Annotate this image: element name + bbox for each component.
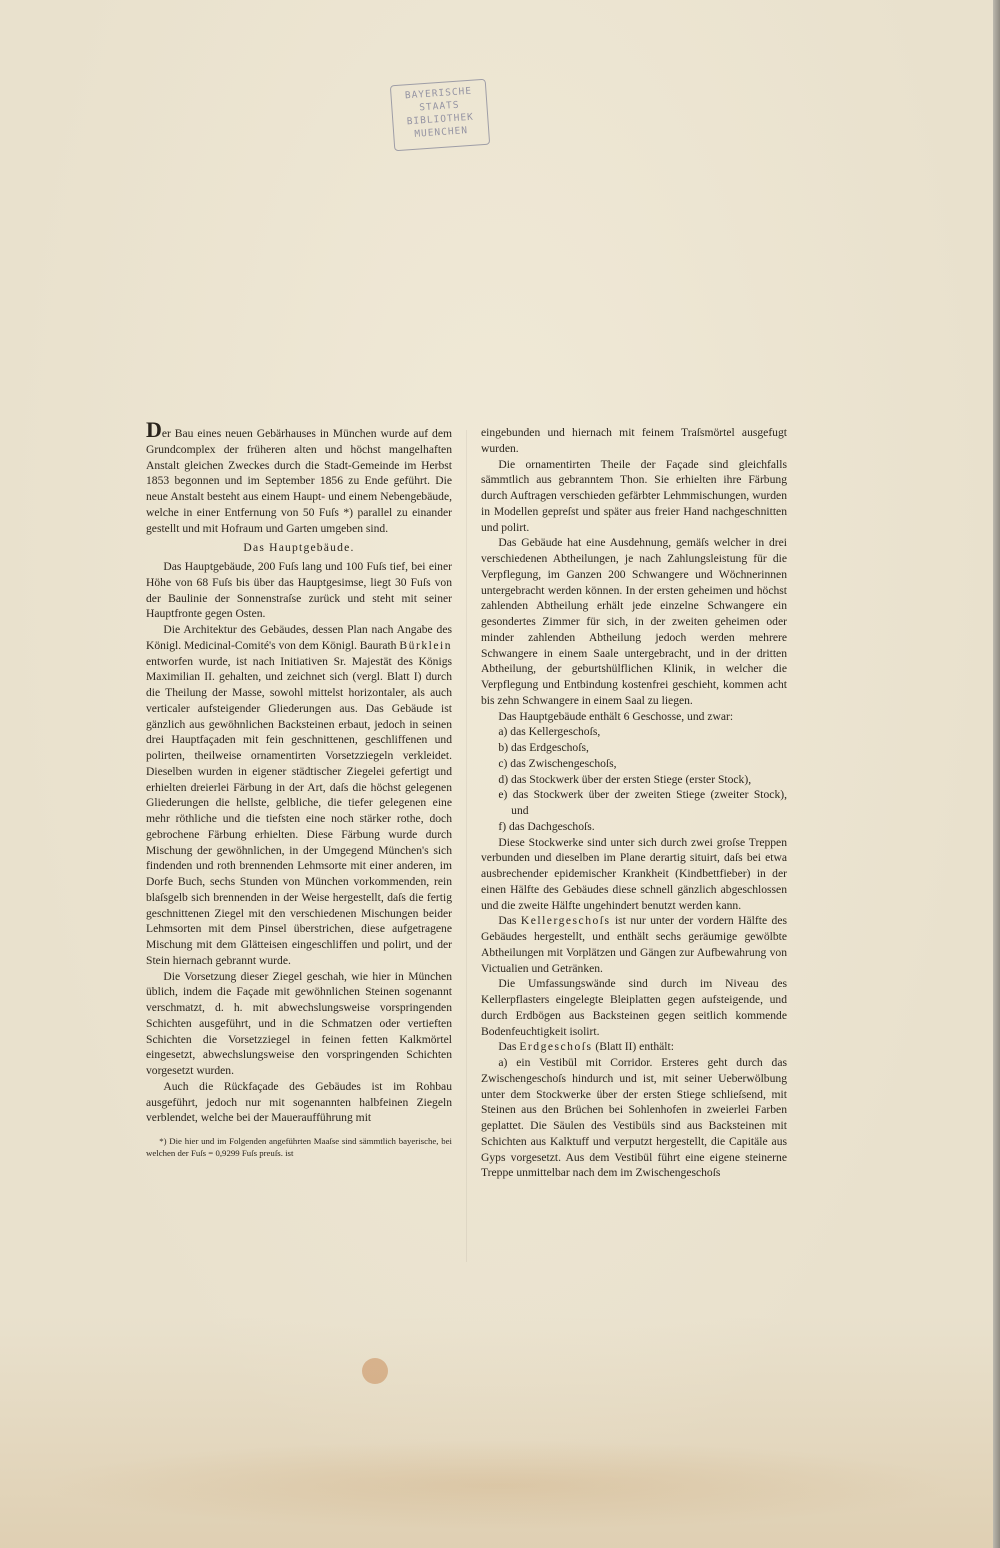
paragraph-text: Das bbox=[498, 914, 521, 928]
term: Kellergeschoſs bbox=[520, 914, 611, 928]
left-column bbox=[146, 417, 452, 1159]
stamp-line: BIBLIOTHEK bbox=[406, 111, 475, 128]
paragraph-text: ist nur unter der vordern Hälfte des Gebäudes hergestellt, und enthält sechs geräumige gewölbte Abtheilungen mit Vorplätzen und Gängen zur Aufbewahrung von Victualien und Getränken. bbox=[481, 914, 787, 975]
section-heading: Das Hauptgebäude. bbox=[243, 541, 355, 555]
architect-name: Bürklein bbox=[399, 638, 452, 652]
column-divider bbox=[466, 430, 467, 1262]
foxing-stain bbox=[40, 1440, 960, 1530]
paragraph bbox=[481, 913, 787, 976]
paragraph bbox=[481, 1039, 787, 1055]
page-edge bbox=[993, 0, 1000, 1548]
paragraph-text: Die Architektur des Gebäudes, dessen Plan nach Angabe des Königl. Medicinal-Comité's von dem Königl. Baurath bbox=[146, 623, 452, 652]
paragraph: Das Gebäude hat eine Ausdehnung, gemäſs welcher in drei verschiedenen Abtheilungen, je nach Zahlungsleistung für die Verpflegung, im Ganzen 200 Schwangere und Wöchnerinnen untergebracht werden können. In der ersten geheimen und höchst zahlenden Abtheilung erhält jede einzelne Schwangere ein gesondertes Zimmer für sich, in der zweiten geheimen oder minder zahlenden Abtheilung jedoch werden mehrere Schwangere in einem Saale untergebracht, und in der dritten Abtheilung, der geburtshülflichen Klinik, in welcher die Verpflegung und Entbindung kostenfrei geschieht, kommen acht bis zehn Schwangere in einem Saal zu liegen. bbox=[481, 536, 787, 707]
list-item: c) das Zwischengeschoſs, bbox=[498, 756, 617, 770]
term: Erdgeschoſs bbox=[519, 1040, 593, 1054]
stamp-line: BAYERISCHE bbox=[404, 85, 473, 102]
paragraph: Die ornamentirten Theile der Façade sind gleichfalls sämmtlich aus gebranntem Thon. Sie erhielten ihre Färbung durch Auftragen verschieden gefärbter Lehmmischungen, wurden in Modellen gepreſst und später aus freier Hand nachgeschnitten und polirt. bbox=[481, 457, 787, 534]
paragraph bbox=[146, 622, 452, 969]
paragraph: Die Umfassungswände sind durch im Niveau des Kellerpflasters eingelegte Bleiplatten gegen aufsteigende, und durch Erdbögen aus Backsteinen gegen seitlich kommende Bodenfeuchtigkeit isolirt. bbox=[481, 977, 787, 1038]
list-item: b) das Erdgeschoſs, bbox=[498, 741, 589, 754]
paragraph: a) ein Vestibül mit Corridor. Ersteres geht durch das Zwischengeschoſs hindurch und ist, mit seiner Ueberwölbung unter dem Stockwerke über der ersten Stiege schlieſsend, mit Steinen aus den Brüchen bei Sohlenhofen in zweierlei Farben geplattet. Die Säulen des Vestibüls sind aus Backsteinen mit Schichten aus Kalktuff und verputzt hergestellt, die Capitäle aus Gyps vorgesetzt. Aus dem Vestibül führt eine eigene steinerne Treppe unmittelbar nach dem im Zwischengeschoſs bbox=[481, 1056, 787, 1180]
paragraph: Diese Stockwerke sind unter sich durch zwei groſse Treppen verbunden und dieselben im Plane derartig situirt, daſs bei etwa ausbrechender epidemischer Krankheit (Kindbettfieber) in der einen Hälfte des Gebäudes diese schnell gänzlich abgeschlossen und die zweite Hälfte ungehindert benutzt werden kann. bbox=[481, 835, 787, 912]
paragraph-text: Das bbox=[498, 1040, 520, 1054]
paragraph-text: entworfen wurde, ist nach Initiativen Sr. Majestät des Königs Maximilian II. gehalten, und zeichnet sich (vergl. Blatt I) durch die Theilung der Masse, sowohl mittelst horizontaler, als auch verticaler aufsteigender Gliederungen aus. Das Gebäude ist gänzlich aus gewöhnlichen Backsteinen erbaut, jedoch in seinen drei Hauptfaçaden mit fein geschnittenen, geschliffenen und polirten, theilweise ornamentirten Vorsetzziegeln verkleidet. Dieselben wurden in eigener städtischer Ziegelei gefertigt und erhielten dreierlei Färbung in der Art, daſs die höchst gelegenen Gliederungen die hellste, gelbliche, die tiefer gelegenen eine mehr röthliche und die tiefsten eine noch stärker rothe, doch gebrochene Färbung erhielten. Diese Färbung wurde durch Mischung der gewöhnlichen, in der Umgegend München's sich findenden und roth brennenden Lehmsorte mit einer anderen, im Dorfe Buch, sechs Stunden von München vorkommenden, rein blaſsgelb sich brennenden in der Weise hergestellt, daſs die fertig geschnittenen Ziegel mit den verschiedenen Mischungen beider Lehmsorten mit dem Pinsel überstrichen, diese aufgetragene Mischung mit dem Glätteisen eingeschliffen und polirt, und der Stein hiernach gebrannt wurde. bbox=[146, 654, 452, 967]
paragraph: eingebunden und hiernach mit feinem Traſsmörtel ausgefugt wurden. bbox=[481, 426, 787, 455]
right-column bbox=[481, 425, 787, 1181]
list-item: e) das Stockwerk über der zweiten Stiege (zweiter Stock), und bbox=[498, 788, 787, 817]
paragraph-text: (Blatt II) enthält: bbox=[592, 1040, 674, 1054]
foxing-stain bbox=[362, 1358, 388, 1384]
stamp-line: MUENCHEN bbox=[414, 125, 469, 140]
paragraph-text: er Bau eines neuen Gebärhauses in München wurde auf dem Grundcomplex der früheren alten und höchst mangelhaften Anstalt gleichen Zweckes durch die Stadt-Gemeinde im Herbst 1853 begonnen und im September 1856 zu Ende geführt. Die neue Anstalt besteht aus einem Haupt- und einem Nebengebäude, welche in einer Entfernung von 50 Fuſs *) parallel zu einander gestellt und mit Hofraum und Garten umgeben sind. bbox=[146, 427, 452, 535]
paragraph: Die Vorsetzung dieser Ziegel geschah, wie hier in München üblich, indem die Façade mit gewöhnlichen Steinen sogenannt verschmatzt, d. h. mit abwechslungsweise vorspringenden Schichten ausgeführt, und in die Schmatzen oder vertieften Schichten die Vorsetzziegel in feinen fetten Kalkmörtel eingesetzt, abwechslungsweise den vorspringenden Schichten vorgesetzt wurden. bbox=[146, 969, 452, 1077]
list-item: d) das Stockwerk über der ersten Stiege (erster Stock), bbox=[498, 772, 752, 786]
footnote: *) Die hier und im Folgenden angeführten Maaſse sind sämmtlich bayerische, bei welchen der Fuſs = 0,9299 Fuſs preuſs. ist bbox=[146, 1136, 452, 1158]
paragraph: Das Hauptgebäude enthält 6 Geschosse, und zwar: bbox=[498, 709, 734, 723]
paragraph: Das Hauptgebäude, 200 Fuſs lang und 100 Fuſs tief, bei einer Höhe von 68 Fuſs bis über das Hauptgesimse, liegt 30 Fuſs von der Baulinie der Sonnenstraſse zurück und steht mit seiner Hauptfronte gegen Osten. bbox=[146, 560, 452, 621]
paragraph: Auch die Rückfaçade des Gebäudes ist im Rohbau ausgeführt, jedoch nur mit sogenannten halbfeinen Ziegeln verblendet, welche bei der Maueraufführung mit bbox=[146, 1079, 452, 1125]
drop-cap: D bbox=[146, 417, 162, 442]
library-stamp bbox=[390, 79, 490, 152]
list-item: a) das Kellergeschoſs, bbox=[498, 725, 601, 739]
stamp-line: STAATS bbox=[418, 99, 460, 114]
paragraph bbox=[146, 417, 452, 536]
list-item: f) das Dachgeschoſs. bbox=[498, 819, 595, 833]
